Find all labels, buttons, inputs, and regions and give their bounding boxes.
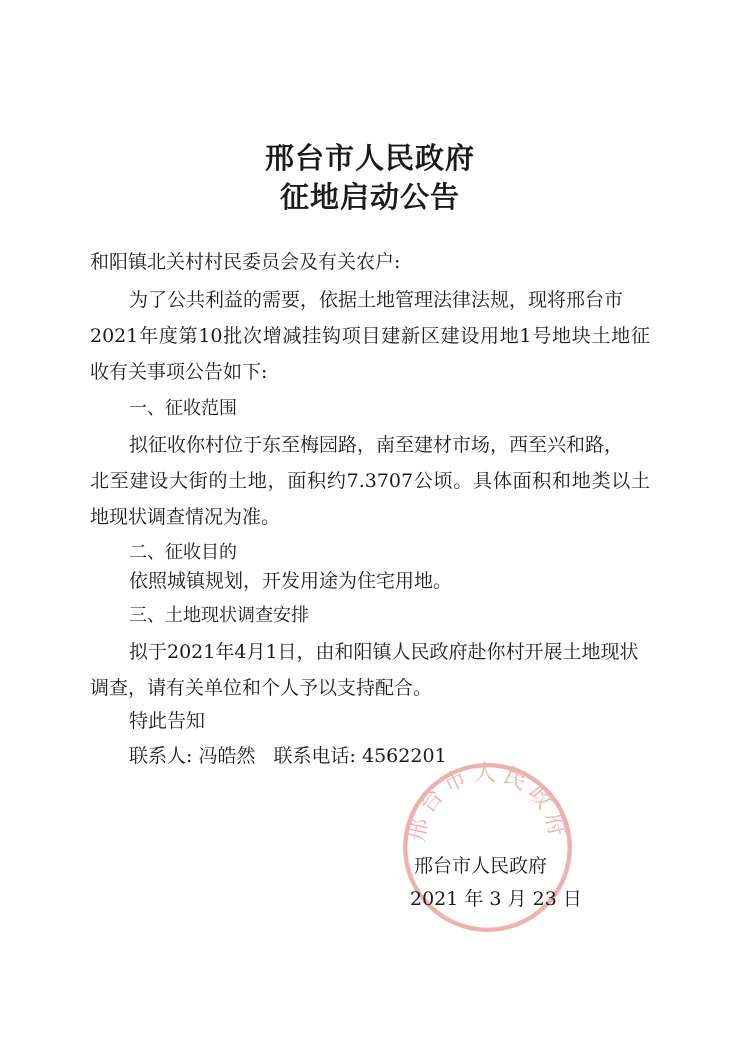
title-line-2: 征地启动公告 xyxy=(279,180,460,214)
intro-line-3: 收有关事项公告如下: xyxy=(90,361,268,383)
signature: 邢台市人民政府 xyxy=(414,855,548,877)
closing: 特此告知 xyxy=(129,710,206,732)
intro-line-1: 为了公共利益的需要，依据土地管理法律法规，现将邢台市 xyxy=(129,289,624,311)
section-3-line-2: 调查，请有关单位和个人予以支持配合。 xyxy=(90,677,433,699)
title-line-1: 邢台市人民政府 xyxy=(264,141,475,175)
addressee: 和阳镇北关村村民委员会及有关农户: xyxy=(90,251,401,273)
section-1-line-3: 地现状调查情况为准。 xyxy=(90,506,281,528)
svg-text:邢台市人民政府: 邢台市人民政府 xyxy=(403,760,572,844)
section-1-line-1: 拟征收你村位于东至梅园路，南至建材市场，西至兴和路， xyxy=(129,434,624,456)
section-2-heading: 二、征收目的 xyxy=(129,542,237,563)
contact-info: 联系人: 冯皓然 联系电话: 4562201 xyxy=(129,745,447,767)
signature-date: 2021 年 3 月 23 日 xyxy=(410,888,582,910)
section-1-line-2: 北至建设大街的土地，面积约7.3707公顷。具体面积和地类以土 xyxy=(90,470,650,492)
intro-line-2: 2021年度第10批次增减挂钩项目建新区建设用地1号地块土地征 xyxy=(90,325,650,347)
section-2-line-1: 依照城镇规划，开发用途为住宅用地。 xyxy=(129,570,453,592)
section-3-heading: 三、土地现状调查安排 xyxy=(129,605,309,626)
section-1-heading: 一、征收范围 xyxy=(129,398,237,419)
section-3-line-1: 拟于2021年4月1日，由和阳镇人民政府赴你村开展土地现状 xyxy=(129,641,639,663)
